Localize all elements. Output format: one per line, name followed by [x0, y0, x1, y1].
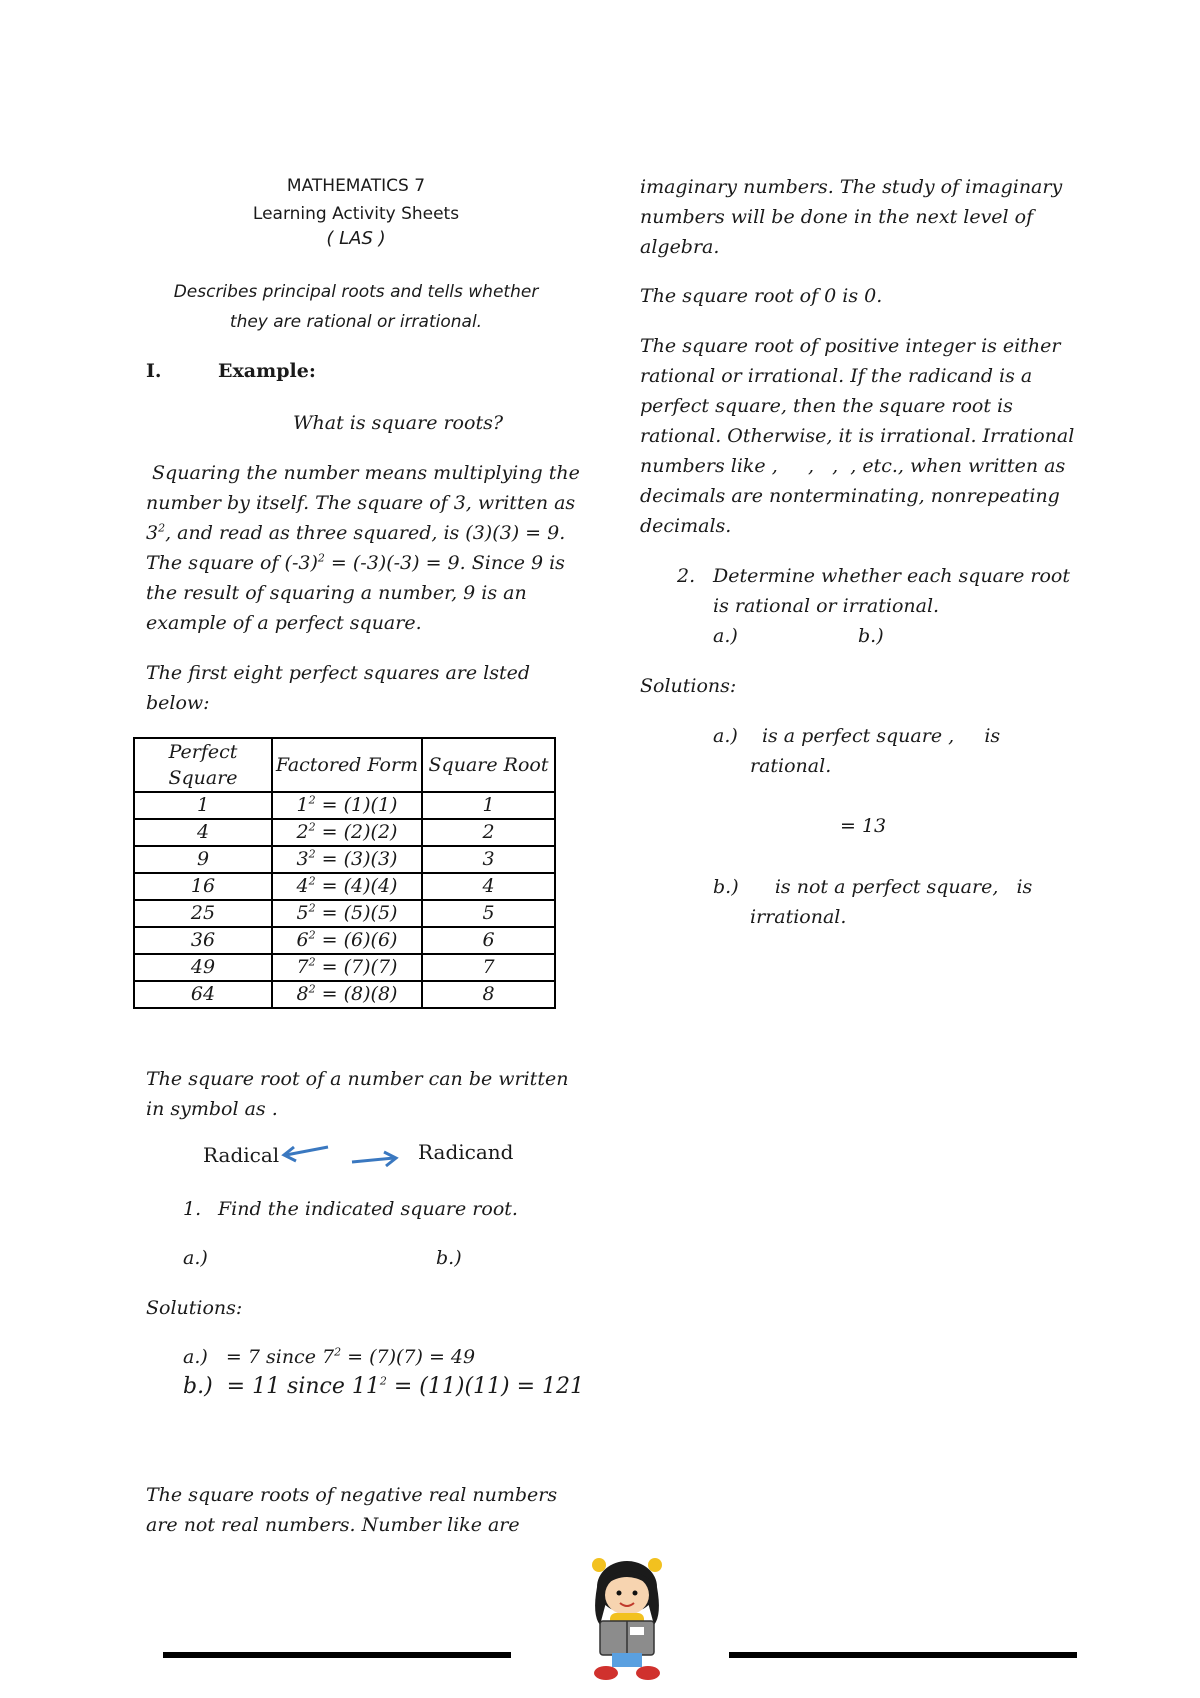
intro-line: number by itself. The square of 3, written as — [146, 492, 576, 514]
cell-perfect-square: 1 — [134, 792, 272, 819]
cell-perfect-square: 16 — [134, 873, 272, 900]
table-row — [134, 846, 555, 873]
right-line: decimals are nonterminating, nonrepeating — [640, 485, 1060, 507]
intro-line: The first eight perfect squares are lsted — [146, 662, 531, 684]
cell-square-root: 2 — [422, 819, 555, 846]
radicand-label: Radicand — [418, 1140, 514, 1164]
cell-square-root: 8 — [422, 981, 555, 1008]
cell-square-root: 7 — [422, 954, 555, 981]
cell-perfect-square: 4 — [134, 819, 272, 846]
table-row — [134, 927, 555, 954]
cell-factored-form: $7^2 = (7)(7)$ — [272, 954, 422, 981]
cell-perfect-square: 9 — [134, 846, 272, 873]
table-header: Square Root — [422, 738, 555, 792]
table-row — [134, 819, 555, 846]
cell-square-root: 4 — [422, 873, 555, 900]
problem2-b: b.) — [858, 625, 884, 647]
solutions-label: Solutions: — [146, 1297, 243, 1319]
right-line: rational. Otherwise, it is irrational. Irrational — [640, 425, 1075, 447]
doc-abbrev: ( LAS ) — [326, 228, 386, 249]
table-row — [134, 792, 555, 819]
intro-line: $3^2$, and read as three squared, is (3)(3) = 9. — [146, 521, 566, 544]
girl-reading-mascot-icon — [582, 1555, 672, 1690]
cell-factored-form: $3^2 = (3)(3)$ — [272, 846, 422, 873]
cell-factored-form: $8^2 = (8)(8)$ — [272, 981, 422, 1008]
cell-factored-form: $2^2 = (2)(2)$ — [272, 819, 422, 846]
table-header: Perfect Square — [134, 738, 272, 792]
right-line: The square root of positive integer is either — [640, 335, 1061, 357]
objective-line-2: they are rational or irrational. — [229, 312, 483, 332]
solution-a: a.) = 7 since $7^2 = (7)(7) = 49$ — [183, 1345, 476, 1368]
intro-line: The square of $(-3)^2 = (-3)(-3) = 9$. Since 9 is — [146, 551, 565, 574]
radical-label: Radical — [203, 1143, 280, 1167]
table-row — [134, 981, 555, 1008]
table-row — [134, 954, 555, 981]
negative-line: The square roots of negative real numbers — [146, 1484, 558, 1506]
symbol-line: in symbol as . — [146, 1098, 278, 1120]
cell-square-root: 6 — [422, 927, 555, 954]
problem1-number: 1. — [183, 1198, 202, 1220]
cell-square-root: 1 — [422, 792, 555, 819]
right-line: rational or irrational. If the radicand is a — [640, 365, 1033, 387]
intro-line: below: — [146, 692, 210, 714]
radical-arrows — [280, 1141, 405, 1169]
right-line: imaginary numbers. The study of imaginary — [640, 176, 1063, 198]
cell-factored-form: $4^2 = (4)(4)$ — [272, 873, 422, 900]
cell-perfect-square: 36 — [134, 927, 272, 954]
cell-square-root: 5 — [422, 900, 555, 927]
problem2-a: a.) — [713, 625, 738, 647]
problem2-text: Determine whether each square root — [713, 565, 1070, 587]
cell-factored-form: $5^2 = (5)(5)$ — [272, 900, 422, 927]
doc-subject: MATHEMATICS 7 — [286, 176, 426, 196]
solution-2a: rational. — [750, 755, 832, 777]
cell-factored-form: $1^2 = (1)(1)$ — [272, 792, 422, 819]
intro-question: What is square roots? — [293, 412, 504, 434]
right-line: perfect square, then the square root is — [640, 395, 1013, 417]
solution-b: b.) = 11 since $11^2 = (11)(11) = 121$ — [183, 1374, 585, 1399]
problem1-a: a.) — [183, 1247, 208, 1269]
cell-square-root: 3 — [422, 846, 555, 873]
section-number: I. — [146, 360, 162, 382]
arrow-right-icon — [352, 1152, 396, 1166]
problem1-text: Find the indicated square root. — [218, 1198, 518, 1220]
right-line: decimals. — [640, 515, 732, 537]
right-line: algebra. — [640, 236, 720, 258]
intro-line: example of a perfect square. — [146, 612, 422, 634]
footer-bar-right — [729, 1652, 1077, 1658]
section-title: Example: — [218, 360, 316, 382]
cell-factored-form: $6^2 = (6)(6)$ — [272, 927, 422, 954]
perfect-squares-table — [133, 737, 556, 1009]
cell-perfect-square: 64 — [134, 981, 272, 1008]
solution-2b: irrational. — [750, 906, 847, 928]
doc-type: Learning Activity Sheets — [252, 204, 460, 224]
symbol-line: The square root of a number can be written — [146, 1068, 569, 1090]
arrow-left-icon — [284, 1147, 328, 1161]
table-row — [134, 873, 555, 900]
cell-perfect-square: 49 — [134, 954, 272, 981]
table-header: Factored Form — [272, 738, 422, 792]
table-row — [134, 900, 555, 927]
right-zero: The square root of 0 is 0. — [640, 285, 883, 307]
cell-perfect-square: 25 — [134, 900, 272, 927]
solution-2b: b.) is not a perfect square, is — [713, 876, 1033, 898]
problem1-b: b.) — [436, 1247, 462, 1269]
objective-line-1: Describes principal roots and tells whether — [173, 282, 539, 302]
negative-line: are not real numbers. Number like are — [146, 1514, 520, 1536]
solutions-label: Solutions: — [640, 675, 737, 697]
footer-bar-left — [163, 1652, 511, 1658]
right-line: numbers will be done in the next level of — [640, 206, 1034, 228]
intro-line: Squaring the number means multiplying the — [146, 462, 580, 484]
solution-2a-eq: = 13 — [840, 815, 887, 837]
right-line: numbers like , , , , etc., when written as — [640, 455, 1066, 477]
problem2-text: is rational or irrational. — [713, 595, 940, 617]
solution-2a: a.) is a perfect square , is — [713, 725, 1001, 747]
intro-line: the result of squaring a number, 9 is an — [146, 582, 527, 604]
problem2-number: 2. — [677, 565, 696, 587]
